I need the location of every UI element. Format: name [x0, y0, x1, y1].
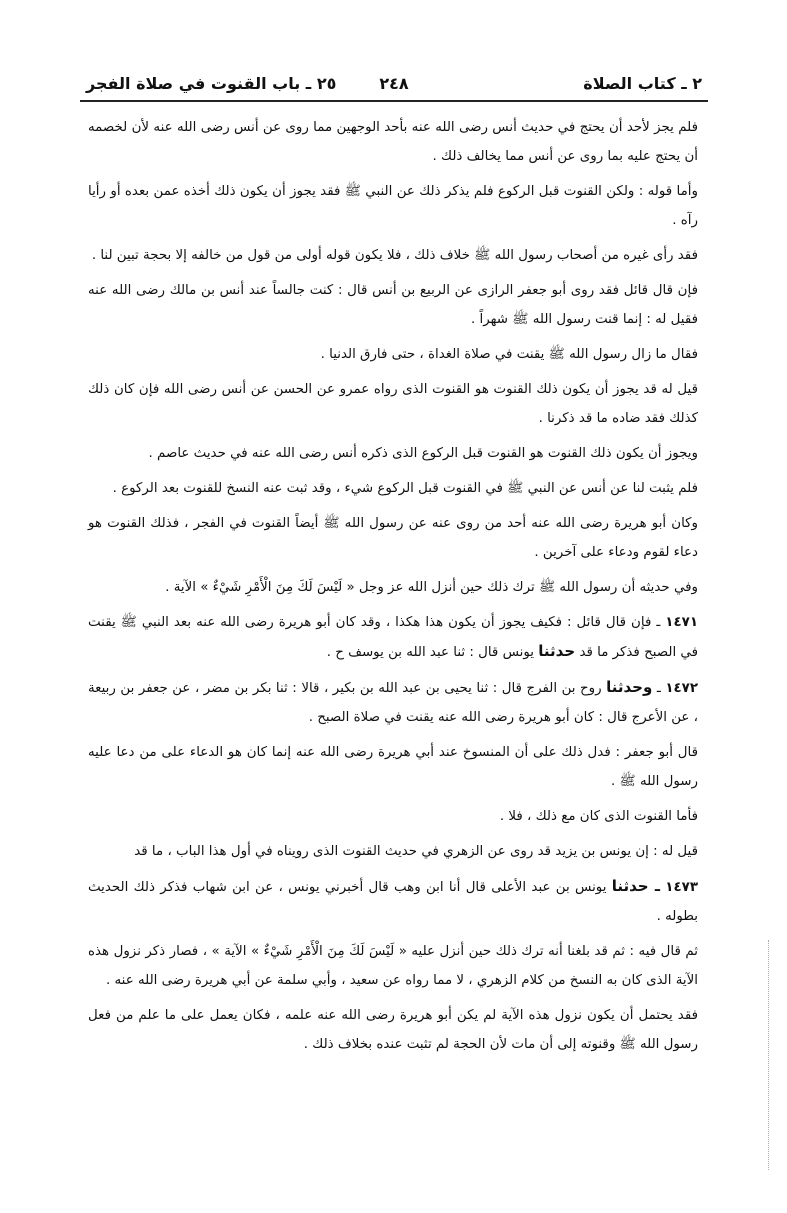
haddathana-mark: وحدثنا	[606, 678, 653, 696]
paragraph: فقد رأى غيره من أصحاب رسول الله ﷺ خلاف ذلك ، فلا يكون قوله أولى من قول من خالفه إلا بحجة تبين لنا .	[91, 248, 698, 263]
chapter-title: ٢٥ ـ باب القنوت في صلاة الفجر	[86, 74, 337, 93]
running-header	[86, 70, 702, 96]
paragraph: ويجوز أن يكون ذلك القنوت هو القنوت قبل الركوع الذى ذكره أنس رضى الله عنه في حديث عاصم .	[148, 446, 698, 461]
hadith-text: روح بن الفرج قال : ثنا يحيى بن عبد الله بن بكير ، قالا : ثنا بكر بن مضر ، عن جعفر بن ربيعة ، عن الأعرج قال : كان أبو هريرة رضى الله عنه يقنت في صلاة الصبح .	[88, 681, 698, 725]
hadith-1471	[88, 608, 698, 667]
hadith-number: ١٤٧١	[665, 615, 698, 630]
hadith-number: ١٤٧٣	[665, 880, 698, 895]
paragraph: وفي حديثه أن رسول الله ﷺ ترك ذلك حين أنزل الله عز وجل « لَيْسَ لَكَ مِنَ الْأَمْرِ شَيْءٌ » الآية .	[165, 580, 698, 595]
haddathana-mark: ـ حدثنا	[611, 877, 660, 895]
hadith-number: ١٤٧٢	[665, 681, 699, 696]
paragraph: فإن قال قائل فقد روى أبو جعفر الرازى عن الربيع بن أنس قال : كنت جالساً عند أنس بن مالك رضى الله عنه فقيل له : إنما قنت رسول الله ﷺ شهراً .	[88, 283, 698, 327]
paragraph: وكان أبو هريرة رضى الله عنه أحد من روى عنه عن رسول الله ﷺ أيضاً القنوت في الفجر ، فذلك القنوت هو دعاء لقوم ودعاء على آخرين .	[88, 516, 698, 560]
paragraph: فأما القنوت الذى كان مع ذلك ، فلا .	[499, 809, 698, 824]
hadith-text: ـ فإن قال قائل : فكيف يجوز أن يكون هذا هكذا ، وقد كان أبو هريرة رضى الله عنه بعد النبي ﷺ يقنت في الصبح فذكر ما قد	[88, 615, 698, 660]
paragraph: قال أبو جعفر : فدل ذلك على أن المنسوخ عند أبي هريرة رضى الله عنه إنما كان هو الدعاء على من دعا عليه رسول الله ﷺ .	[88, 745, 698, 789]
scan-margin-mark	[766, 940, 769, 1170]
paragraph: فلم يثبت لنا عن أنس عن النبي ﷺ في القنوت قبل الركوع شيء ، وقد ثبت عنه النسخ للقنوت بعد الركوع .	[112, 481, 698, 496]
book-title: ٢ ـ كتاب الصلاة	[583, 74, 702, 93]
hadith-1473	[88, 872, 698, 931]
paragraph: وأما قوله : ولكن القنوت قبل الركوع فلم يذكر ذلك عن النبي ﷺ فقد يجوز أن يكون ذلك أخذه عمن بعده أو رأيا رآه .	[88, 184, 698, 228]
hadith-1472	[88, 673, 698, 732]
header-rule	[80, 100, 708, 102]
paragraph: قيل له قد يجوز أن يكون ذلك القنوت هو القنوت الذى رواه عمرو عن الحسن عن أنس رضى الله فإن كان ذلك كذلك فقد ضاده ما قد ذكرنا .	[88, 382, 698, 426]
paragraph: فقال ما زال رسول الله ﷺ يقنت في صلاة الغداة ، حتى فارق الدنيا .	[320, 347, 698, 362]
hadith-prefix: ـ	[656, 681, 661, 696]
hadith-text: يونس قال : ثنا عبد الله بن يوسف ح .	[326, 645, 535, 660]
paragraph: فلم يجز لأحد أن يحتج في حديث أنس رضى الله عنه بأحد الوجهين مما روى عن أنس رضى الله عنه لأن لخصمه أن يحتج عليه بما روى عن أنس مما يخالف ذلك .	[88, 120, 698, 164]
hadith-text: يونس بن عبد الأعلى قال أنا ابن وهب قال أخبرني يونس ، عن ابن شهاب فذكر ذلك الحديث بطوله .	[88, 880, 698, 924]
paragraph: قيل له : إن يونس بن يزيد قد روى عن الزهري في حديث القنوت الذى رويناه في أول هذا الباب ، ما قد	[134, 844, 698, 859]
paragraph: فقد يحتمل أن يكون نزول هذه الآية لم يكن أبو هريرة رضى الله عنه علمه ، فكان يعمل على ما علم من فعل رسول الله ﷺ وقنوته إلى أن مات لأن الحجة لم تثبت عنده بخلاف ذلك .	[88, 1008, 698, 1052]
paragraph: ثم قال فيه : ثم قد بلغنا أنه ترك ذلك حين أنزل عليه « لَيْسَ لَكَ مِنَ الْأَمْرِ شَيْءٌ » الآية » ، فصار ذكر نزول هذه الآية الذى كان به النسخ من كلام الزهري ، لا مما رواه عن سعيد ، وأبي سلمة عن أبي هريرة رضى الله عنه .	[88, 944, 698, 988]
main-text	[88, 113, 698, 1065]
haddathana-mark: حدثنا	[538, 642, 576, 660]
page-number: ٢٤٨	[379, 74, 409, 93]
